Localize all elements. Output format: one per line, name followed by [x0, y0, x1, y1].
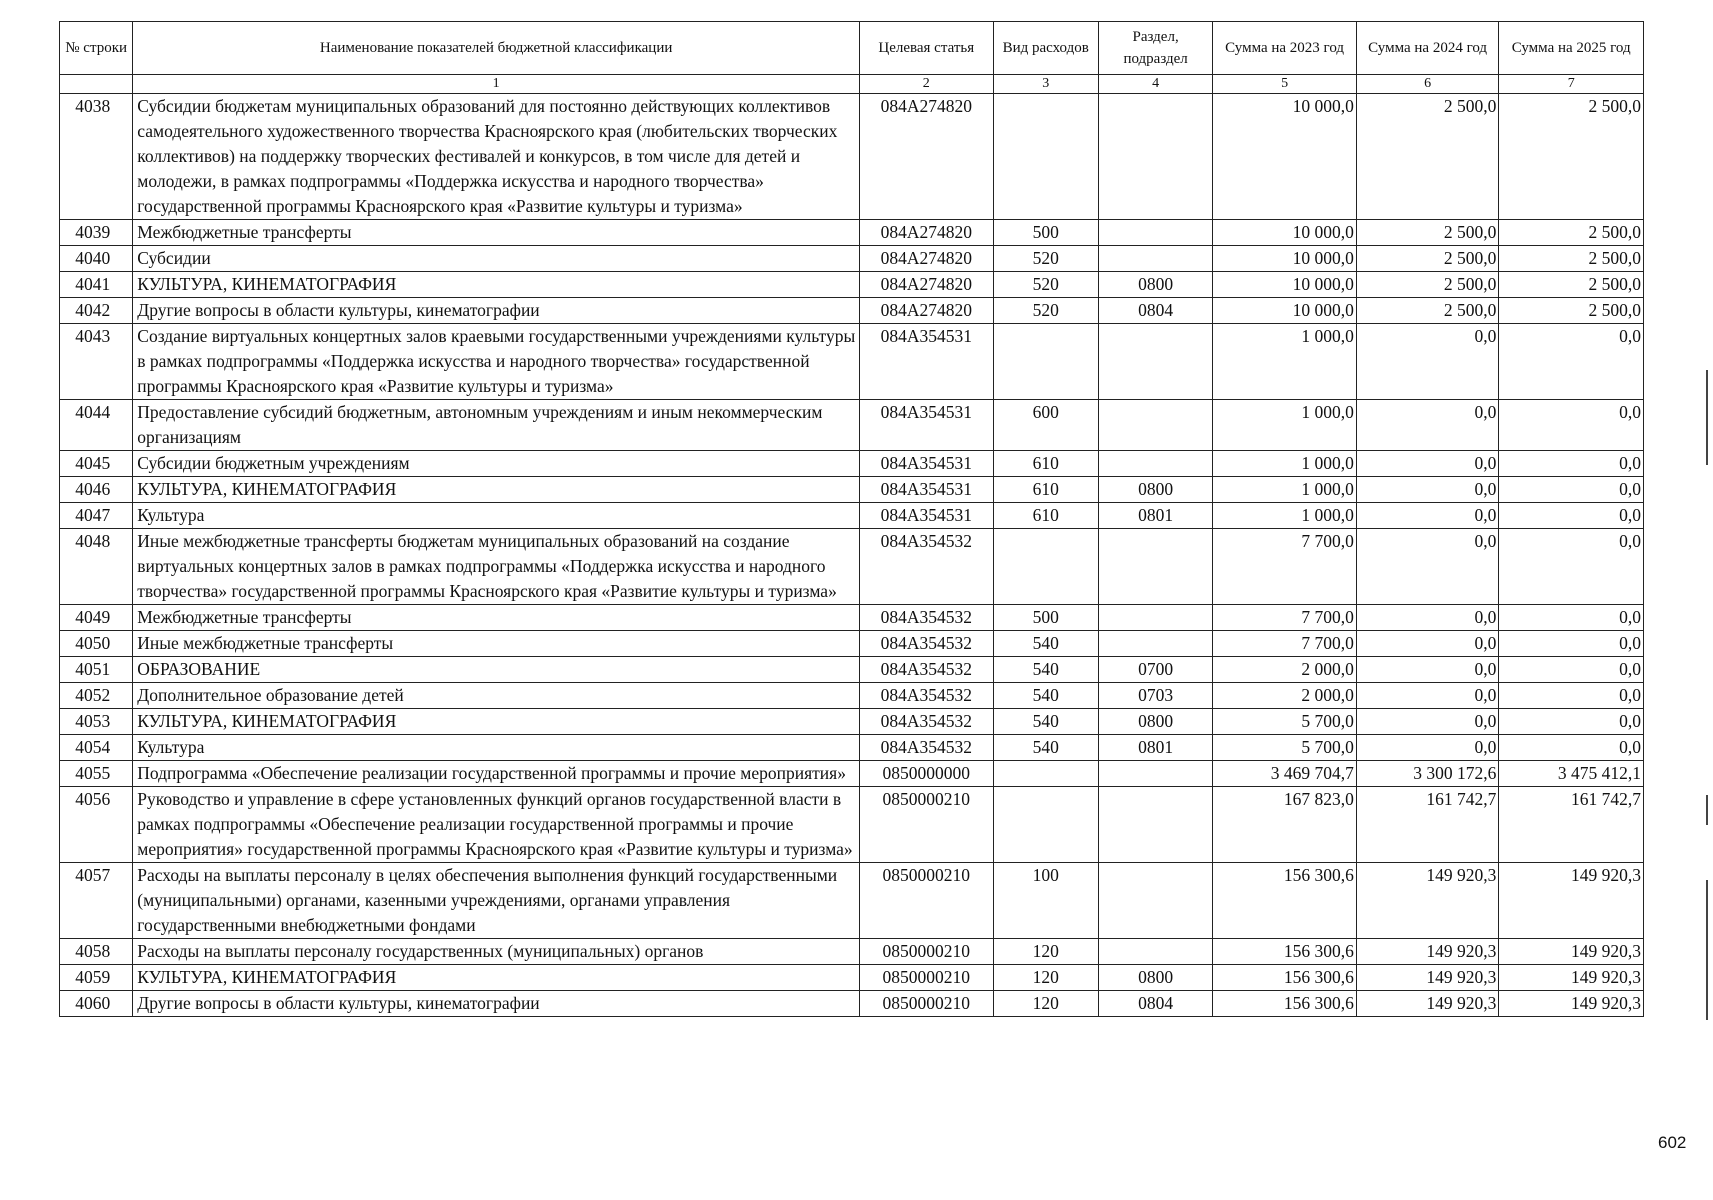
sum-2024: 149 920,3 [1356, 939, 1499, 965]
expense-kind: 610 [993, 477, 1098, 503]
sum-2025: 149 920,3 [1499, 939, 1644, 965]
row-number: 4043 [60, 324, 133, 400]
sum-2025: 2 500,0 [1499, 272, 1644, 298]
indicator-name: Иные межбюджетные трансферты бюджетам муниципальных образований на создание виртуальных концертных залов в рамках подпрограммы «Поддержка искусства и народного творчества» государственной программы Красноярского края «Развитие культуры и туризма» [133, 529, 860, 605]
sum-2024: 2 500,0 [1356, 272, 1499, 298]
expense-kind: 520 [993, 298, 1098, 324]
header-sum-2023: Сумма на 2023 год [1213, 22, 1357, 75]
section-subsection: 0800 [1098, 272, 1212, 298]
sum-2024: 2 500,0 [1356, 94, 1499, 220]
section-subsection [1098, 605, 1212, 631]
indicator-name: КУЛЬТУРА, КИНЕМАТОГРАФИЯ [133, 477, 860, 503]
section-subsection [1098, 863, 1212, 939]
sum-2024: 149 920,3 [1356, 965, 1499, 991]
sum-2024: 2 500,0 [1356, 298, 1499, 324]
indicator-name: Создание виртуальных концертных залов краевыми государственными учреждениями культуры в рамках подпрограммы «Поддержка искусства и народного творчества» государственной программы Красноярского края «Развитие культуры и туризма» [133, 324, 860, 400]
row-number: 4049 [60, 605, 133, 631]
indicator-name: Подпрограмма «Обеспечение реализации государственной программы и прочие мероприятия» [133, 761, 860, 787]
expense-kind: 540 [993, 657, 1098, 683]
target-article: 084A354532 [860, 605, 994, 631]
sum-2024: 0,0 [1356, 709, 1499, 735]
section-subsection: 0801 [1098, 735, 1212, 761]
expense-kind: 500 [993, 605, 1098, 631]
target-article: 0850000210 [860, 787, 994, 863]
target-article: 084A354531 [860, 503, 994, 529]
scan-margin-mark [1706, 795, 1708, 825]
expense-kind: 120 [993, 991, 1098, 1017]
sum-2025: 0,0 [1499, 451, 1644, 477]
sum-2025: 0,0 [1499, 631, 1644, 657]
expense-kind: 120 [993, 939, 1098, 965]
section-subsection [1098, 246, 1212, 272]
sum-2023: 3 469 704,7 [1213, 761, 1357, 787]
section-subsection [1098, 451, 1212, 477]
section-subsection [1098, 631, 1212, 657]
table-row [60, 324, 1644, 400]
section-subsection [1098, 529, 1212, 605]
sum-2023: 7 700,0 [1213, 605, 1357, 631]
table-row [60, 272, 1644, 298]
sum-2023: 2 000,0 [1213, 683, 1357, 709]
expense-kind [993, 94, 1098, 220]
expense-kind: 610 [993, 451, 1098, 477]
sum-2023: 10 000,0 [1213, 94, 1357, 220]
target-article: 084A354532 [860, 631, 994, 657]
table-row [60, 631, 1644, 657]
header-sum-2024: Сумма на 2024 год [1356, 22, 1499, 75]
table-row [60, 735, 1644, 761]
section-subsection [1098, 220, 1212, 246]
sum-2025: 0,0 [1499, 683, 1644, 709]
target-article: 0850000000 [860, 761, 994, 787]
sum-2025: 161 742,7 [1499, 787, 1644, 863]
sum-2024: 0,0 [1356, 324, 1499, 400]
expense-kind: 100 [993, 863, 1098, 939]
sum-2024: 0,0 [1356, 605, 1499, 631]
expense-kind: 610 [993, 503, 1098, 529]
table-row [60, 991, 1644, 1017]
table-row [60, 298, 1644, 324]
section-subsection: 0703 [1098, 683, 1212, 709]
sum-2024: 0,0 [1356, 683, 1499, 709]
column-number: 6 [1356, 75, 1499, 94]
sum-2025: 0,0 [1499, 657, 1644, 683]
sum-2025: 0,0 [1499, 709, 1644, 735]
indicator-name: Субсидии [133, 246, 860, 272]
sum-2023: 1 000,0 [1213, 400, 1357, 451]
sum-2023: 10 000,0 [1213, 246, 1357, 272]
indicator-name: Межбюджетные трансферты [133, 605, 860, 631]
row-number: 4053 [60, 709, 133, 735]
row-number: 4038 [60, 94, 133, 220]
table-row [60, 529, 1644, 605]
sum-2024: 0,0 [1356, 477, 1499, 503]
target-article: 084A354532 [860, 709, 994, 735]
table-row [60, 683, 1644, 709]
section-subsection [1098, 761, 1212, 787]
section-subsection: 0700 [1098, 657, 1212, 683]
sum-2025: 0,0 [1499, 400, 1644, 451]
page-number: 602 [1658, 1133, 1687, 1152]
indicator-name: Другие вопросы в области культуры, кинематографии [133, 991, 860, 1017]
column-number: 3 [993, 75, 1098, 94]
sum-2023: 2 000,0 [1213, 657, 1357, 683]
target-article: 084A354532 [860, 657, 994, 683]
indicator-name: Руководство и управление в сфере установленных функций органов государственной власти в рамках подпрограммы «Обеспечение реализации государственной программы и прочие мероприятия» государственной программы Красноярского края «Развитие культуры и туризма» [133, 787, 860, 863]
sum-2023: 1 000,0 [1213, 451, 1357, 477]
indicator-name: Другие вопросы в области культуры, кинематографии [133, 298, 860, 324]
expense-kind [993, 761, 1098, 787]
sum-2024: 149 920,3 [1356, 863, 1499, 939]
indicator-name: Культура [133, 503, 860, 529]
sum-2023: 167 823,0 [1213, 787, 1357, 863]
header-section: Раздел, подраздел [1098, 22, 1212, 75]
expense-kind: 540 [993, 631, 1098, 657]
budget-table [59, 21, 1644, 1017]
sum-2023: 156 300,6 [1213, 863, 1357, 939]
row-number: 4054 [60, 735, 133, 761]
row-number: 4041 [60, 272, 133, 298]
indicator-name: КУЛЬТУРА, КИНЕМАТОГРАФИЯ [133, 709, 860, 735]
sum-2023: 5 700,0 [1213, 709, 1357, 735]
table-row [60, 939, 1644, 965]
section-subsection: 0804 [1098, 298, 1212, 324]
table-row [60, 400, 1644, 451]
sum-2025: 0,0 [1499, 503, 1644, 529]
header-row [60, 22, 1644, 75]
sum-2025: 2 500,0 [1499, 246, 1644, 272]
target-article: 084A274820 [860, 272, 994, 298]
table-row [60, 761, 1644, 787]
sum-2023: 10 000,0 [1213, 272, 1357, 298]
row-number: 4058 [60, 939, 133, 965]
sum-2024: 0,0 [1356, 657, 1499, 683]
column-number: 1 [133, 75, 860, 94]
sum-2023: 1 000,0 [1213, 477, 1357, 503]
target-article: 084A354532 [860, 735, 994, 761]
expense-kind: 540 [993, 683, 1098, 709]
sum-2023: 156 300,6 [1213, 991, 1357, 1017]
expense-kind: 500 [993, 220, 1098, 246]
sum-2023: 7 700,0 [1213, 529, 1357, 605]
table-row [60, 965, 1644, 991]
table-row [60, 605, 1644, 631]
table-row [60, 709, 1644, 735]
scan-margin-mark [1706, 370, 1708, 465]
sum-2025: 0,0 [1499, 735, 1644, 761]
sum-2023: 10 000,0 [1213, 298, 1357, 324]
table-body [60, 94, 1644, 1017]
section-subsection [1098, 787, 1212, 863]
target-article: 084A354531 [860, 477, 994, 503]
target-article: 084A354531 [860, 324, 994, 400]
sum-2025: 3 475 412,1 [1499, 761, 1644, 787]
expense-kind: 520 [993, 246, 1098, 272]
indicator-name: Межбюджетные трансферты [133, 220, 860, 246]
sum-2025: 149 920,3 [1499, 965, 1644, 991]
indicator-name: Расходы на выплаты персоналу государственных (муниципальных) органов [133, 939, 860, 965]
row-number: 4039 [60, 220, 133, 246]
row-number: 4042 [60, 298, 133, 324]
row-number: 4055 [60, 761, 133, 787]
sum-2024: 0,0 [1356, 503, 1499, 529]
sum-2025: 0,0 [1499, 324, 1644, 400]
row-number: 4059 [60, 965, 133, 991]
column-number: 4 [1098, 75, 1212, 94]
indicator-name: КУЛЬТУРА, КИНЕМАТОГРАФИЯ [133, 272, 860, 298]
indicator-name: ОБРАЗОВАНИЕ [133, 657, 860, 683]
indicator-name: КУЛЬТУРА, КИНЕМАТОГРАФИЯ [133, 965, 860, 991]
sum-2025: 0,0 [1499, 477, 1644, 503]
target-article: 084A354531 [860, 400, 994, 451]
row-number: 4060 [60, 991, 133, 1017]
expense-kind: 600 [993, 400, 1098, 451]
section-subsection [1098, 939, 1212, 965]
sum-2024: 2 500,0 [1356, 220, 1499, 246]
row-number: 4046 [60, 477, 133, 503]
sum-2024: 0,0 [1356, 631, 1499, 657]
header-row-no: № строки [60, 22, 133, 75]
target-article: 0850000210 [860, 991, 994, 1017]
section-subsection: 0800 [1098, 709, 1212, 735]
sum-2025: 0,0 [1499, 529, 1644, 605]
sum-2025: 2 500,0 [1499, 298, 1644, 324]
target-article: 084A274820 [860, 246, 994, 272]
section-subsection: 0801 [1098, 503, 1212, 529]
table-row [60, 863, 1644, 939]
sum-2023: 7 700,0 [1213, 631, 1357, 657]
table-row [60, 246, 1644, 272]
target-article: 084A274820 [860, 220, 994, 246]
sum-2024: 3 300 172,6 [1356, 761, 1499, 787]
table-row [60, 220, 1644, 246]
sum-2023: 156 300,6 [1213, 939, 1357, 965]
row-number: 4048 [60, 529, 133, 605]
row-number: 4044 [60, 400, 133, 451]
indicator-name: Субсидии бюджетным учреждениям [133, 451, 860, 477]
table-row [60, 477, 1644, 503]
sum-2024: 0,0 [1356, 400, 1499, 451]
sum-2023: 156 300,6 [1213, 965, 1357, 991]
column-number: 2 [860, 75, 994, 94]
table-row [60, 787, 1644, 863]
sum-2024: 161 742,7 [1356, 787, 1499, 863]
row-number: 4050 [60, 631, 133, 657]
sum-2023: 1 000,0 [1213, 324, 1357, 400]
row-number: 4056 [60, 787, 133, 863]
expense-kind: 120 [993, 965, 1098, 991]
target-article: 0850000210 [860, 863, 994, 939]
indicator-name: Предоставление субсидий бюджетным, автономным учреждениям и иным некоммерческим организациям [133, 400, 860, 451]
column-number: 7 [1499, 75, 1644, 94]
table-row [60, 94, 1644, 220]
header-name: Наименование показателей бюджетной классификации [133, 22, 860, 75]
header-sum-2025: Сумма на 2025 год [1499, 22, 1644, 75]
sum-2024: 0,0 [1356, 735, 1499, 761]
section-subsection [1098, 400, 1212, 451]
target-article: 084A274820 [860, 298, 994, 324]
section-subsection: 0800 [1098, 477, 1212, 503]
sum-2024: 0,0 [1356, 451, 1499, 477]
target-article: 084A274820 [860, 94, 994, 220]
header-kind: Вид расходов [993, 22, 1098, 75]
sum-2025: 2 500,0 [1499, 220, 1644, 246]
row-number: 4051 [60, 657, 133, 683]
column-number [60, 75, 133, 94]
target-article: 084A354532 [860, 683, 994, 709]
expense-kind [993, 324, 1098, 400]
indicator-name: Иные межбюджетные трансферты [133, 631, 860, 657]
row-number: 4047 [60, 503, 133, 529]
row-number: 4045 [60, 451, 133, 477]
sum-2023: 1 000,0 [1213, 503, 1357, 529]
expense-kind [993, 787, 1098, 863]
expense-kind: 520 [993, 272, 1098, 298]
indicator-name: Расходы на выплаты персоналу в целях обеспечения выполнения функций государственными (муниципальными) органами, казенными учреждениями, органами управления государственными внебюджетными фондами [133, 863, 860, 939]
column-number-row [60, 75, 1644, 94]
indicator-name: Субсидии бюджетам муниципальных образований для постоянно действующих коллективов самодеятельного художественного творчества Красноярского края (любительских творческих коллективов) на поддержку творческих фестивалей и конкурсов, в том числе для детей и молодежи, в рамках подпрограммы «Поддержка искусства и народного творчества» государственной программы Красноярского края «Развитие культуры и туризма» [133, 94, 860, 220]
sum-2024: 0,0 [1356, 529, 1499, 605]
target-article: 084A354531 [860, 451, 994, 477]
sum-2023: 5 700,0 [1213, 735, 1357, 761]
sum-2025: 149 920,3 [1499, 991, 1644, 1017]
target-article: 0850000210 [860, 965, 994, 991]
table-row [60, 657, 1644, 683]
scan-margin-mark [1706, 880, 1708, 1020]
sum-2025: 0,0 [1499, 605, 1644, 631]
section-subsection: 0800 [1098, 965, 1212, 991]
target-article: 0850000210 [860, 939, 994, 965]
table-row [60, 503, 1644, 529]
indicator-name: Дополнительное образование детей [133, 683, 860, 709]
table-row [60, 451, 1644, 477]
section-subsection [1098, 324, 1212, 400]
expense-kind: 540 [993, 735, 1098, 761]
target-article: 084A354532 [860, 529, 994, 605]
sum-2025: 2 500,0 [1499, 94, 1644, 220]
row-number: 4057 [60, 863, 133, 939]
column-number: 5 [1213, 75, 1357, 94]
row-number: 4052 [60, 683, 133, 709]
expense-kind: 540 [993, 709, 1098, 735]
indicator-name: Культура [133, 735, 860, 761]
sum-2023: 10 000,0 [1213, 220, 1357, 246]
row-number: 4040 [60, 246, 133, 272]
sum-2024: 149 920,3 [1356, 991, 1499, 1017]
sum-2024: 2 500,0 [1356, 246, 1499, 272]
expense-kind [993, 529, 1098, 605]
sum-2025: 149 920,3 [1499, 863, 1644, 939]
section-subsection [1098, 94, 1212, 220]
header-target: Целевая статья [860, 22, 994, 75]
section-subsection: 0804 [1098, 991, 1212, 1017]
